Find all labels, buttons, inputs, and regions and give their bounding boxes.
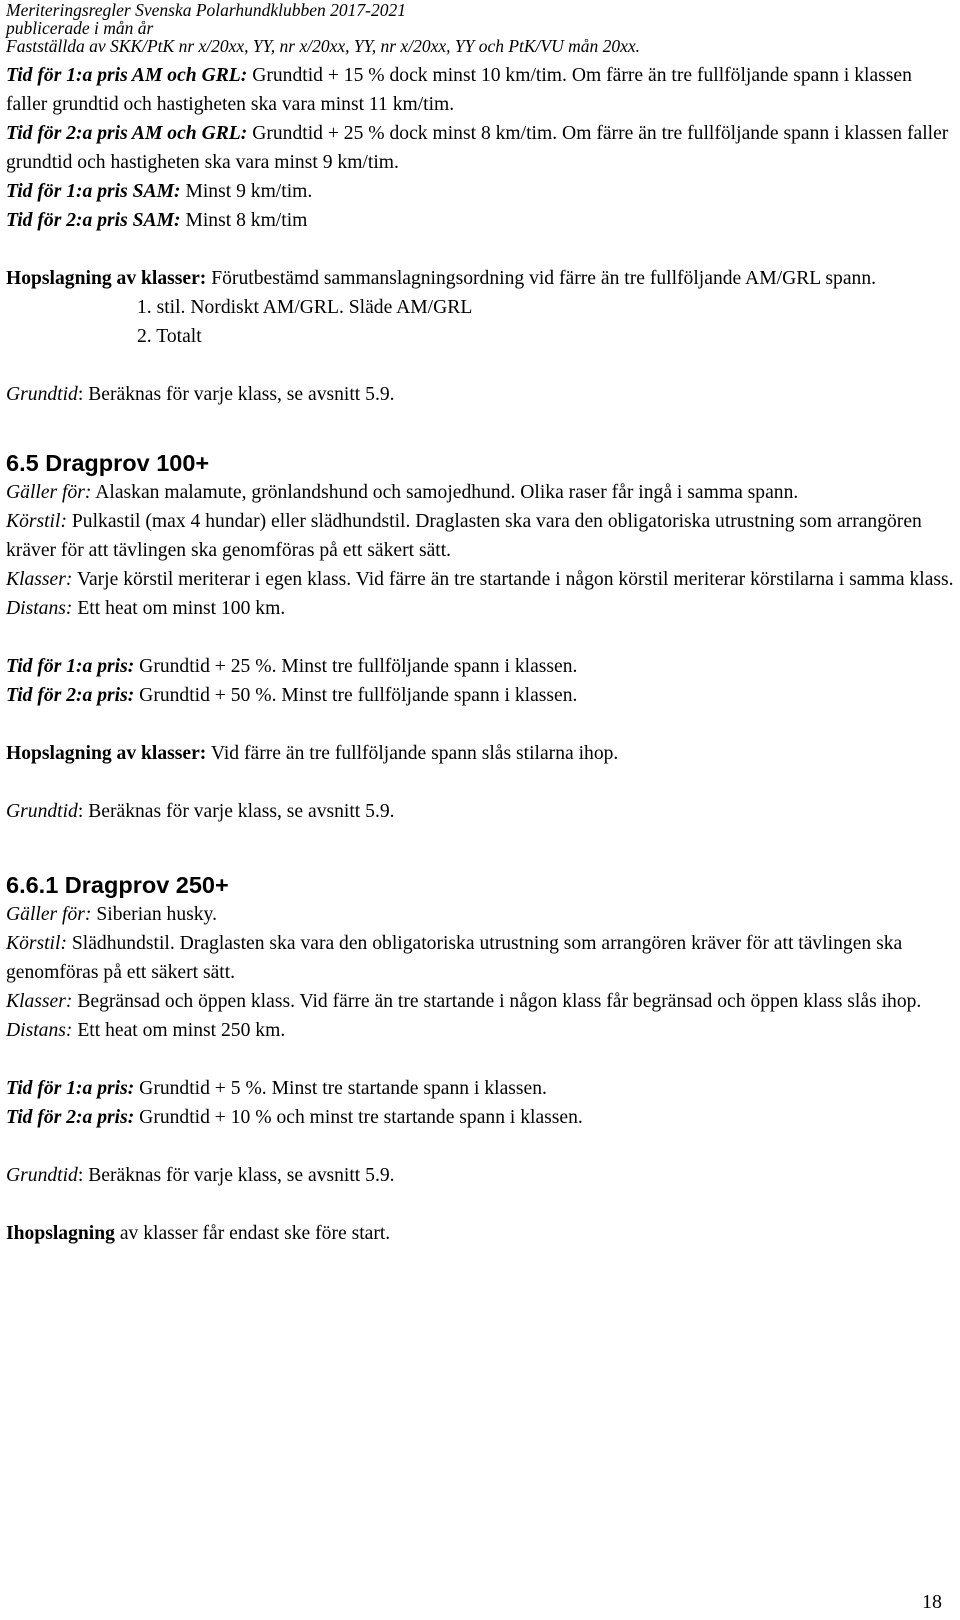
page-number: 18	[922, 1591, 942, 1613]
paragraph-distance	[6, 594, 956, 623]
text-class-merge: Vid färre än tre fullföljande spann slås stilarna ihop.	[206, 743, 619, 764]
section-previous	[6, 61, 956, 409]
label-applies-to: Gäller för:	[6, 904, 92, 925]
section-6-6-1	[6, 870, 956, 1248]
document-page	[6, 0, 956, 1248]
label-second-prize: Tid för 2:a pris:	[6, 1107, 135, 1128]
page-header	[6, 0, 956, 55]
paragraph-distance	[6, 1016, 956, 1045]
label-first-prize: Tid för 1:a pris:	[6, 656, 135, 677]
text-applies-to: Siberian husky.	[91, 904, 217, 925]
paragraph-second-prize	[6, 1103, 956, 1132]
paragraph-first-prize-sam	[6, 177, 956, 206]
paragraph-base-time	[6, 797, 956, 826]
text-base-time: : Beräknas för varje klass, se avsnitt 5.9.	[77, 801, 395, 822]
paragraph-class-merge	[6, 264, 956, 293]
text-second-prize-am-grl: Grundtid + 25 % dock minst 8 km/tim. Om färre än tre fullföljande spann i klassen faller grundtid och hastigheten ska vara minst 9 km/tim.	[6, 123, 949, 173]
paragraph-second-prize	[6, 681, 956, 710]
text-first-prize: Grundtid + 5 %. Minst tre startande spann i klassen.	[134, 1078, 547, 1099]
label-driving-style: Körstil:	[6, 511, 67, 532]
paragraph-classes	[6, 565, 956, 594]
text-second-prize-sam: Minst 8 km/tim	[180, 210, 308, 231]
text-driving-style: Pulkastil (max 4 hundar) eller slädhundstil. Draglasten ska vara den obligatoriska utrustning som arrangören kräver för att tävlingen ska genomföras på ett säkert sätt.	[6, 511, 922, 561]
label-first-prize-sam: Tid för 1:a pris SAM:	[6, 181, 181, 202]
text-second-prize: Grundtid + 50 %. Minst tre fullföljande spann i klassen.	[134, 685, 578, 706]
label-class-merge: Hopslagning av klasser:	[6, 743, 207, 764]
label-classes: Klasser:	[6, 569, 73, 590]
paragraph-first-prize	[6, 1074, 956, 1103]
text-class-merge: Förutbestämd sammanslagningsordning vid färre än tre fullföljande AM/GRL spann.	[206, 268, 877, 289]
label-first-prize-am-grl: Tid för 1:a pris AM och GRL:	[6, 65, 248, 86]
label-classes: Klasser:	[6, 991, 73, 1012]
label-second-prize-sam: Tid för 2:a pris SAM:	[6, 210, 181, 231]
label-base-time: Grundtid	[6, 801, 78, 822]
header-title: Meriteringsregler Svenska Polarhundklubben 2017-2021	[6, 0, 407, 20]
text-base-time: : Beräknas för varje klass, se avsnitt 5.9.	[77, 1165, 395, 1186]
paragraph-applies-to	[6, 900, 956, 929]
section-heading-6-6-1: 6.6.1 Dragprov 250+	[6, 872, 229, 898]
paragraph-base-time	[6, 1161, 956, 1190]
label-distance: Distans:	[6, 598, 73, 619]
text-distance: Ett heat om minst 100 km.	[72, 598, 286, 619]
text-applies-to: Alaskan malamute, grönlandshund och samojedhund. Olika raser får ingå i samma spann.	[91, 482, 799, 503]
paragraph-driving-style	[6, 929, 956, 987]
paragraph-second-prize-sam	[6, 206, 956, 235]
text-first-prize-am-grl: Grundtid + 15 % dock minst 10 km/tim. Om färre än tre fullföljande spann i klassen faller grundtid och hastigheten ska vara minst 11 km/tim.	[6, 65, 912, 115]
text-first-prize-sam: Minst 9 km/tim.	[180, 181, 313, 202]
paragraph-driving-style	[6, 507, 956, 565]
paragraph-classes	[6, 987, 956, 1016]
paragraph-applies-to	[6, 478, 956, 507]
text-second-prize: Grundtid + 10 % och minst tre startande spann i klassen.	[134, 1107, 583, 1128]
label-base-time: Grundtid	[6, 384, 78, 405]
section-heading-6-5: 6.5 Dragprov 100+	[6, 450, 210, 476]
paragraph-base-time	[6, 380, 956, 409]
label-second-prize: Tid för 2:a pris:	[6, 685, 135, 706]
text-driving-style: Slädhundstil. Draglasten ska vara den obligatoriska utrustning som arrangören kräver för att tävlingen ska genomföras på ett säkert sätt.	[6, 933, 903, 983]
header-approved: Fastställda av SKK/PtK nr x/20xx, YY, nr x/20xx, YY, nr x/20xx, YY och PtK/VU mån 20xx.	[6, 36, 641, 56]
merge-order-item-1: 1. stil. Nordiskt AM/GRL. Släde AM/GRL	[137, 297, 473, 318]
paragraph-merge-before-start	[6, 1219, 956, 1248]
text-merge: av klasser får endast ske före start.	[114, 1223, 391, 1244]
text-base-time: : Beräknas för varje klass, se avsnitt 5.9.	[77, 384, 395, 405]
header-published: publicerade i mån år	[6, 18, 154, 38]
label-base-time: Grundtid	[6, 1165, 78, 1186]
section-6-5	[6, 448, 956, 826]
text-classes: Begränsad och öppen klass. Vid färre än tre startande i någon klass får begränsad och öppen klass slås ihop.	[72, 991, 922, 1012]
text-distance: Ett heat om minst 250 km.	[72, 1020, 286, 1041]
label-first-prize: Tid för 1:a pris:	[6, 1078, 135, 1099]
text-first-prize: Grundtid + 25 %. Minst tre fullföljande spann i klassen.	[134, 656, 578, 677]
label-class-merge: Hopslagning av klasser:	[6, 268, 207, 289]
label-applies-to: Gäller för:	[6, 482, 92, 503]
label-driving-style: Körstil:	[6, 933, 67, 954]
label-merge: Ihopslagning	[6, 1223, 115, 1244]
label-second-prize-am-grl: Tid för 2:a pris AM och GRL:	[6, 123, 248, 144]
paragraph-second-prize-am-grl	[6, 119, 956, 177]
label-distance: Distans:	[6, 1020, 73, 1041]
merge-order-item-2: 2. Totalt	[137, 326, 202, 347]
paragraph-first-prize	[6, 652, 956, 681]
text-classes: Varje körstil meriterar i egen klass. Vid färre än tre startande i någon körstil meriterar körstilarna i samma klass.	[72, 569, 954, 590]
paragraph-class-merge	[6, 739, 956, 768]
paragraph-first-prize-am-grl	[6, 61, 956, 119]
